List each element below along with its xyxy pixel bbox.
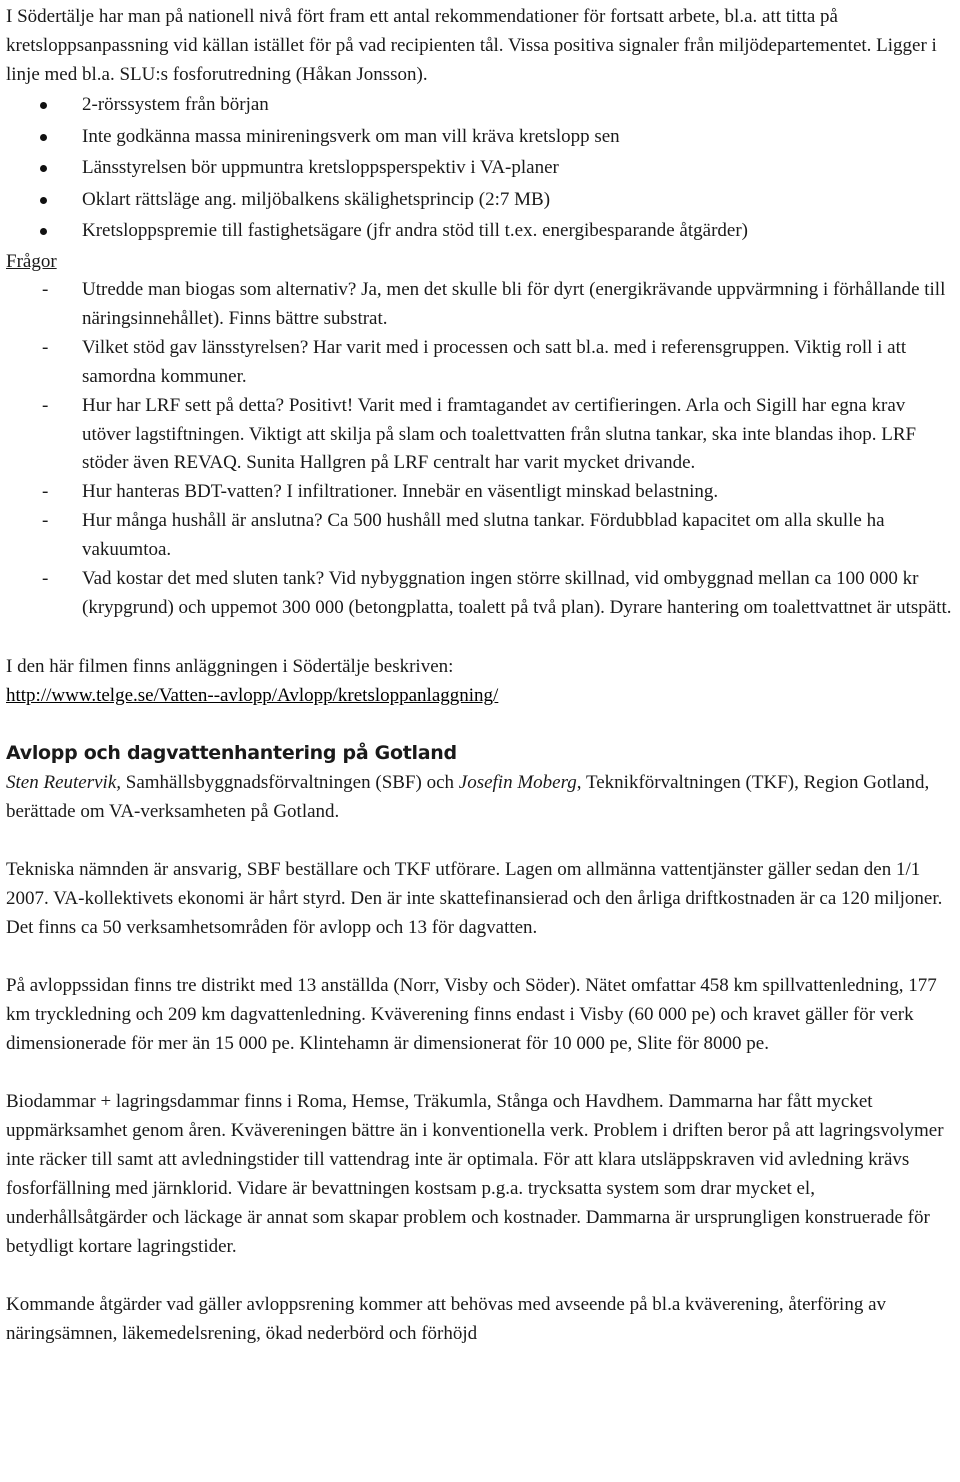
list-item: - Hur många hushåll är anslutna? Ca 500 hushåll med slutna tankar. Fördubblad kapacitet om alla skulle ha vakuumtoa. — [6, 507, 954, 565]
spacer — [6, 710, 954, 739]
dash-icon: - — [42, 510, 49, 532]
intro-paragraph: I Södertälje har man på nationell nivå fört fram ett antal rekommendationer för fortsatt arbete, bl.a. att titta på kretsloppsanpassning vid källan istället för på vad recipienten tål. Vissa positiva signaler från miljödepartementet. Ligger i linje med bl.a. SLU:s fosforutredning (Håkan Jonsson). — [6, 6, 937, 85]
dash-icon: - — [42, 481, 49, 503]
list-item: Inte godkänna massa minireningsverk om man vill kräva kretslopp sen — [6, 121, 954, 153]
speaker-name: Josefin Moberg — [458, 771, 577, 793]
body-paragraph: Kommande åtgärder vad gäller avloppsrening kommer att behövas med avseende på bl.a kväverening, återföring av näringsämnen, läkemedelsrening, ökad nederbörd och förhöjd — [6, 1293, 887, 1344]
dash-icon: - — [42, 278, 49, 300]
recommendation-list — [6, 89, 954, 247]
bullet-icon — [40, 102, 47, 109]
body-paragraph: Biodammar + lagringsdammar finns i Roma, Hemse, Träkumla, Stånga och Havdhem. Dammarna har fått mycket uppmärksamhet genom åren. Kvävereningen bättre än i konventionella verk. Problem i driften beror på att lagringsvolymer inte räcker till samt att avledningstider till vattendrag inte är optimala. För att klara utsläppskraven vid avledning krävs fosforfällning med järnklorid. Vidare är bevattningen kostsam p.g.a. trycksatta system som drar mycket el, underhållsåtgärder och läckage är annat som skapar problem och kostnader. Dammarna är ursprungligen konstruerade för betydligt kortare lagringstider. — [6, 1090, 944, 1257]
list-item: - Utredde man biogas som alternativ? Ja, men det skulle bli för dyrt (energikrävande uppvärmning i förhållande till näringsinnehållet). Finns bättre substrat. — [6, 276, 954, 334]
spacer — [6, 826, 954, 855]
list-item: - Hur hanteras BDT-vatten? I infiltrationer. Innebär en väsentligt minskad belastning. — [6, 478, 954, 507]
list-item: Oklart rättsläge ang. miljöbalkens skälighetsprincip (2:7 MB) — [6, 184, 954, 216]
list-item: 2-rörssystem från början — [6, 89, 954, 121]
spacer — [6, 623, 954, 652]
questions-list — [6, 276, 954, 623]
body-paragraph: Tekniska nämnden är ansvarig, SBF beställare och TKF utförare. Lagen om allmänna vattentjänster gäller sedan den 1/1 2007. VA-kollektivets ekonomi är hårt styrd. Den är inte skattefinansierad och den årliga driftkostnaden är ca 120 miljoner. Det finns ca 50 verksamhetsområden för avlopp och 13 för dagvatten. — [6, 858, 943, 938]
dash-icon: - — [42, 336, 49, 358]
bullet-icon — [40, 134, 47, 141]
speaker-name: Sten Reutervik, — [6, 771, 122, 793]
list-item: - Vad kostar det med sluten tank? Vid nybyggnation ingen större skillnad, vid ombyggnad mellan ca 100 000 kr (krypgrund) och uppemot 300 000 (betongplatta, toalett på två plan). Dyrare hantering om toalettvattnet är utspätt. — [6, 565, 954, 623]
list-item: Länsstyrelsen bör uppmuntra kretsloppsperspektiv i VA-planer — [6, 152, 954, 184]
dash-icon: - — [42, 394, 49, 416]
spacer — [6, 1058, 954, 1087]
film-paragraph — [6, 652, 954, 710]
section-heading: Avlopp och dagvattenhantering på Gotland — [6, 741, 457, 764]
body-paragraph: På avloppssidan finns tre distrikt med 13 anställda (Norr, Visby och Söder). Nätet omfattar 458 km spillvattenledning, 177 km tryckledning och 209 km dagvattenledning. Kväverening finns endast i Visby (60 000 pe) och kravet gäller för verk dimensionerade för mer än 15 000 pe. Klintehamn är dimensionerat för 10 000 pe, Slite för 8000 pe. — [6, 974, 937, 1054]
list-item: - Hur har LRF sett på detta? Positivt! Varit med i framtagandet av certifieringen. Arla och Sigill har egna krav utöver lagstiftningen. Viktigt att skilja på slam och toalettvatten från slutna tankar, ska inte blandas ihop. LRF stöder även REVAQ. Sunita Hallgren på LRF centralt har varit mycket drivande. — [6, 392, 954, 479]
list-item: - Vilket stöd gav länsstyrelsen? Har varit med i processen och satt bl.a. med i referensgruppen. Viktig roll i att samordna kommuner. — [6, 334, 954, 392]
speakers-paragraph: Sten Reutervik, Samhällsbyggnadsförvaltningen (SBF) och Josefin Moberg, Teknikförvaltningen (TKF), Region Gotland, berättade om VA-verksamheten på Gotland. — [6, 771, 930, 822]
bullet-icon — [40, 197, 47, 204]
list-item: Kretsloppspremie till fastighetsägare (jfr andra stöd till t.ex. energibesparande åtgärder) — [6, 215, 954, 247]
film-link[interactable]: http://www.telge.se/Vatten--avlopp/Avlopp/kretsloppanlaggning/ — [6, 684, 499, 706]
questions-heading: Frågor — [6, 250, 57, 272]
bullet-icon — [40, 228, 47, 235]
film-text: I den här filmen finns anläggningen i Södertälje beskriven: — [6, 655, 454, 677]
spacer — [6, 942, 954, 971]
spacer — [6, 1261, 954, 1290]
dash-icon: - — [42, 568, 49, 590]
bullet-icon — [40, 165, 47, 172]
